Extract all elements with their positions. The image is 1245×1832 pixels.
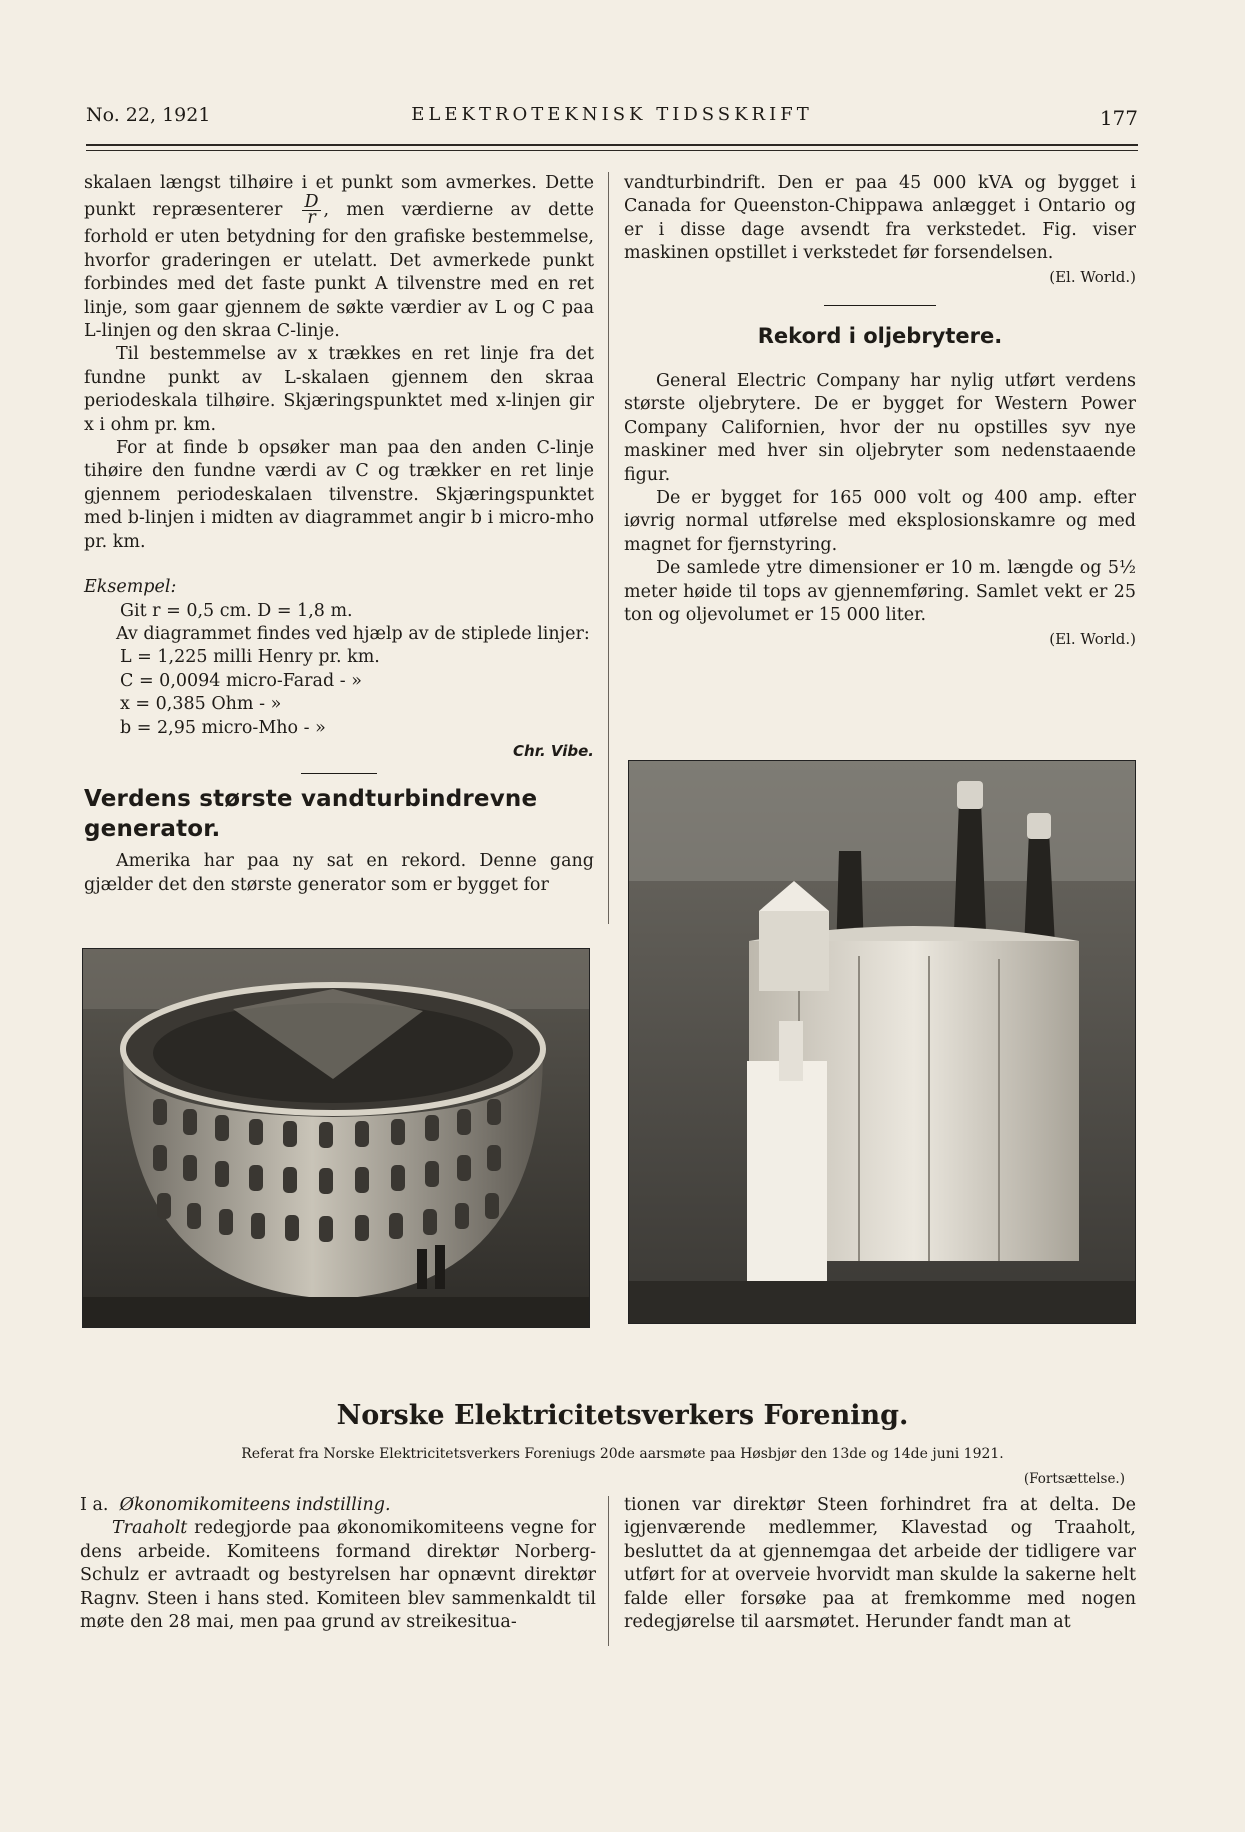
- example-given: Git r = 0,5 cm. D = 1,8 m.: [120, 600, 353, 621]
- section-separator: [301, 773, 377, 774]
- result-line: C = 0,0094 micro-Farad - »: [120, 670, 362, 691]
- result-line: x = 0,385 Ohm - »: [120, 694, 282, 715]
- item-label: I a.: [80, 1495, 109, 1515]
- page-number: 177: [1099, 106, 1138, 130]
- meeting-text-left: redegjorde paa økonomikomiteens vegne for dens arbeide. Komiteens formand direktør Norberg-Schulz er avtraadt og bestyrelsen har opnævnt direktør Ragnv. Steen i hans sted. Komiteen blev sammenkaldt til møte den 28 mai, men paa grund av streikesitua-: [80, 1518, 596, 1633]
- oil-breaker-photo: [628, 760, 1136, 1324]
- meeting-paragraph-right: tionen var direktør Steen forhindret fra at delta. De igjenværende medlemmer, Klavestad og Traaholt, besluttet da at gjennemgaa det arbeide der tidligere var utført for at overveie hvorvidt man skulde la sakerne helt falde eller forsøke paa at fremkomme med nogen redegjørelse til aarsmøtet. Herunder fandt man at: [624, 1495, 1136, 1633]
- paragraph-1: [84, 172, 594, 343]
- speaker-name: Traaholt: [112, 1518, 188, 1539]
- generator-photo: [82, 948, 590, 1328]
- paragraph-2: Til bestemmelse av x trækkes en ret linje fra det fundne punkt av L-skalaen gjennem den skraa periodeskala tilhøire. Skjæringspunktet med x-linjen gir x i ohm pr. km.: [84, 344, 594, 435]
- column-divider: [608, 172, 609, 924]
- fraction-denominator: r: [307, 208, 316, 229]
- paragraph-1-start: skalaen længst tilhøire i et punkt som avmerkes. Dette punkt repræsenterer: [84, 173, 594, 221]
- fraction-d-over-r: [302, 192, 320, 229]
- generator-continued: vandturbindrift. Den er paa 45 000 kVA og bygget i Canada for Queenston-Chippawa anlægget i Ontario og er i disse dage avsendt fra verkstedet. Fig. viser maskinen opstillet i verkstedet før forsendelsen.: [624, 173, 1136, 264]
- result-line: b = 2,95 micro-Mho - »: [120, 717, 326, 738]
- page-header: [86, 104, 1138, 134]
- oil-breaker-paragraph-3: De samlede ytre dimensioner er 10 m. længde og 5½ meter høide til tops av gjennemføring. Samlet vekt er 25 ton og oljevolumet er 15 000 liter.: [624, 558, 1136, 626]
- source-note: (El. World.): [1049, 629, 1136, 648]
- paragraph-1-end: , men værdierne av dette forhold er uten betydning for den grafiske bestemmelse, hvorfor graderingen er utelatt. Det avmerkede punkt forbindes med det faste punkt A tilvenstre med en ret linje, som gaar gjennem de søkte værdier av L og C paa L-linjen og den skraa C-linje.: [84, 200, 594, 342]
- journal-title: ELEKTROTEKNISK TIDSSKRIFT: [411, 104, 813, 125]
- source-note: (El. World.): [1049, 267, 1136, 286]
- item-title: Økonomikomiteens indstilling.: [119, 1495, 391, 1515]
- header-rule-thin: [86, 150, 1138, 151]
- article-title-generator: Verdens største vandturbindrevne generator.: [84, 786, 538, 843]
- fraction-numerator: D: [304, 192, 319, 213]
- section-separator: [824, 305, 936, 306]
- example-found: Av diagrammet findes ved hjælp av de stiplede linjer:: [116, 623, 590, 644]
- section-title: Norske Elektricitetsverkers Forening.: [336, 1400, 909, 1431]
- header-rule: [86, 144, 1138, 146]
- generator-illustration: [83, 949, 589, 1327]
- issue-label: No. 22, 1921: [86, 104, 211, 126]
- section-subtitle: Referat fra Norske Elektricitetsverkers Foreniugs 20de aarsmøte paa Høsbjør den 13de og 14de juni 1921.: [241, 1446, 1004, 1462]
- example-heading: Eksempel:: [84, 577, 177, 598]
- meeting-left-column: [80, 1494, 596, 1634]
- oil-breaker-illustration: [629, 761, 1135, 1323]
- left-column: [84, 172, 594, 897]
- author-signature: Chr. Vibe.: [513, 741, 594, 760]
- oil-breaker-paragraph-1: General Electric Company har nylig utført verdens største oljebrytere. De er bygget for Western Power Company Californien, hvor der nu opstilles syv nye maskiner med hver sin oljebryter som nedenstaaende figur.: [624, 371, 1136, 485]
- right-column: [624, 172, 1136, 651]
- generator-paragraph: Amerika har paa ny sat en rekord. Denne gang gjælder det den største generator som er bygget for: [84, 851, 594, 895]
- continued-note: (Fortsættelse.): [1023, 1471, 1125, 1487]
- paragraph-3: For at finde b opsøker man paa den anden C-linje tihøire den fundne værdi av C og trækker en ret linje gjennem periodeskalaen tilvenstre. Skjæringspunktet med b-linjen i midten av diagrammet angir b i micro-mho pr. km.: [84, 438, 594, 552]
- oil-breaker-paragraph-2: De er bygget for 165 000 volt og 400 amp. efter iøvrig normal utførelse med eksplosionskamre og med magnet for fjernstyring.: [624, 488, 1136, 555]
- article-title-oil-breakers: Rekord i oljebrytere.: [757, 324, 1003, 349]
- result-line: L = 1,225 milli Henry pr. km.: [120, 647, 380, 668]
- meeting-paragraph-left: [80, 1517, 596, 1634]
- item-heading: [80, 1494, 596, 1517]
- meeting-right-column: [624, 1494, 1136, 1634]
- column-divider: [608, 1496, 609, 1646]
